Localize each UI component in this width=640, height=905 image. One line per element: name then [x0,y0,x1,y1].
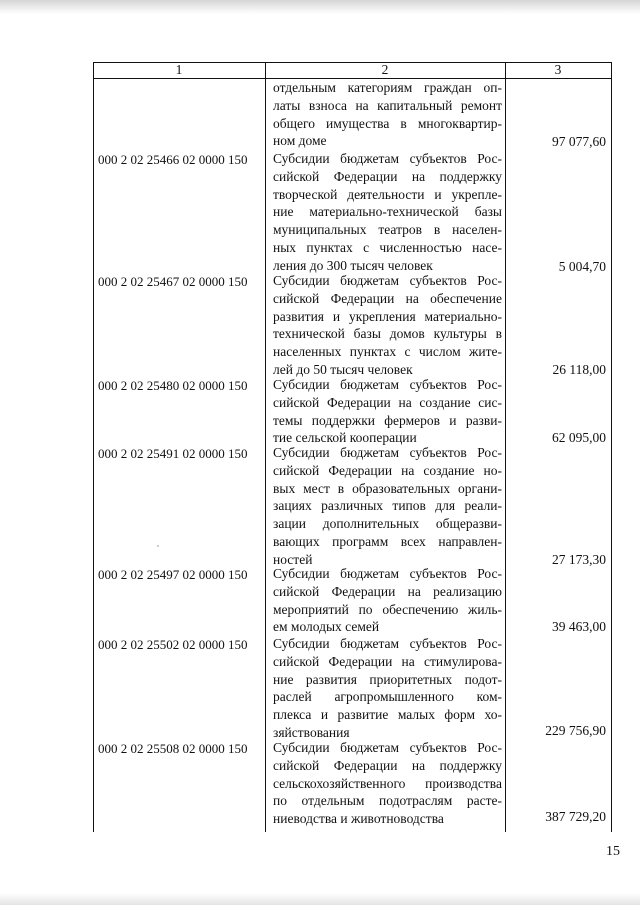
row-code: 000 2 02 25480 02 0000 150 [98,378,248,393]
description-line: Субсидии бюджетам субъектов Рос- [273,740,502,755]
description-line: тие сельской кооперации [273,430,417,446]
row-description [273,150,502,275]
row-amount: 26 118,00 [552,362,606,377]
row-description [273,444,502,569]
description-line: вающих программ всех направлен- [273,533,502,549]
description-line: Субсидии бюджетам субъектов Рос- [273,273,502,288]
table-right-border [611,62,612,832]
description-line: плекса и развитие малых форм хо- [273,707,502,723]
description-line: Субсидии бюджетам субъектов Рос- [273,566,502,581]
description-line: Субсидии бюджетам субъектов Рос- [273,636,502,651]
row-code: 000 2 02 25467 02 0000 150 [98,274,248,289]
description-line: творческой деятельности и укрепле- [273,186,502,202]
description-line: развития и укрепления материально- [273,308,502,324]
description-line: общего имущества в многоквартир- [273,115,502,131]
description-line: ном доме [273,133,327,149]
scan-speck [157,545,159,547]
row-amount: 387 729,20 [545,809,606,824]
column-header-3: 3 [554,62,562,77]
row-description [273,635,502,742]
row-amount: 5 004,70 [558,259,606,274]
description-line: зяйствования [273,724,350,740]
description-line: зациях различных типов для реали- [273,498,502,514]
description-line: ниеводства и животноводства [273,811,444,827]
description-line: ления до 300 тысяч человек [273,257,433,273]
description-line: сийской Федерации на создание но- [273,462,502,478]
row-description [273,272,502,379]
description-line: ние развития приоритетных подот- [273,671,502,687]
description-line: ем молодых семей [273,619,380,635]
description-line: сийской Федерации на поддержку [273,757,502,773]
description-line: Субсидии бюджетам субъектов Рос- [273,377,502,392]
description-line: муниципальных театров в населен- [273,222,502,238]
row-code: 000 2 02 25466 02 0000 150 [98,152,248,167]
row-description [273,739,502,828]
description-line: темы поддержки фермеров и разви- [273,412,502,428]
page-number: 15 [606,844,620,859]
description-line: латы взноса на капитальный ремонт [273,97,502,113]
row-amount: 229 756,90 [545,723,606,738]
description-line: технической базы домов культуры в [273,326,502,342]
column-divider-2 [505,62,506,832]
description-line: мероприятий по обеспечению жиль- [273,601,502,617]
description-line: по отдельным подотраслям расте- [273,793,502,809]
description-line: сийской Федерации на поддержку [273,168,502,184]
row-code: 000 2 02 25497 02 0000 150 [98,567,248,582]
table-left-border [93,62,94,832]
description-line: ных пунктах с численностью насе- [273,239,502,255]
description-line: Субсидии бюджетам субъектов Рос- [273,151,502,166]
scan-top-edge [0,0,640,14]
row-amount: 62 095,00 [552,430,606,445]
description-line: ностей [273,551,313,567]
description-line: лей до 50 тысяч человек [273,361,413,377]
description-line: сельскохозяйственного производства [273,775,502,791]
description-line: раслей агропромышленного ком- [273,689,502,705]
description-line: ние материально-технической базы [273,204,502,220]
description-line: сийской Федерации на реализацию [273,583,502,599]
description-line: вых мест в образовательных органи- [273,480,502,496]
row-code: 000 2 02 25502 02 0000 150 [98,637,248,652]
row-amount: 27 173,30 [552,552,606,567]
row-amount: 39 463,00 [552,619,606,634]
row-description [273,565,502,636]
description-line: отдельным категориям граждан оп- [273,80,502,95]
column-header-1: 1 [175,62,183,77]
description-line: Субсидии бюджетам субъектов Рос- [273,445,502,460]
row-code: 000 2 02 25491 02 0000 150 [98,446,248,461]
description-line: сийской Федерации на обеспечение [273,290,502,306]
description-line: сийской Федерации на создание сис- [273,394,502,410]
row-description [273,376,502,447]
column-header-2: 2 [381,62,389,77]
description-line: зации дополнительных общеразви- [273,516,502,532]
row-code: 000 2 02 25508 02 0000 150 [98,741,248,756]
description-line: сийской Федерации на стимулирова- [273,653,502,669]
description-line: населенных пунктах с числом жите- [273,344,502,360]
scan-bottom-edge [0,893,640,905]
continuation-amount: 97 077,60 [552,134,606,149]
continuation-description [273,79,502,150]
